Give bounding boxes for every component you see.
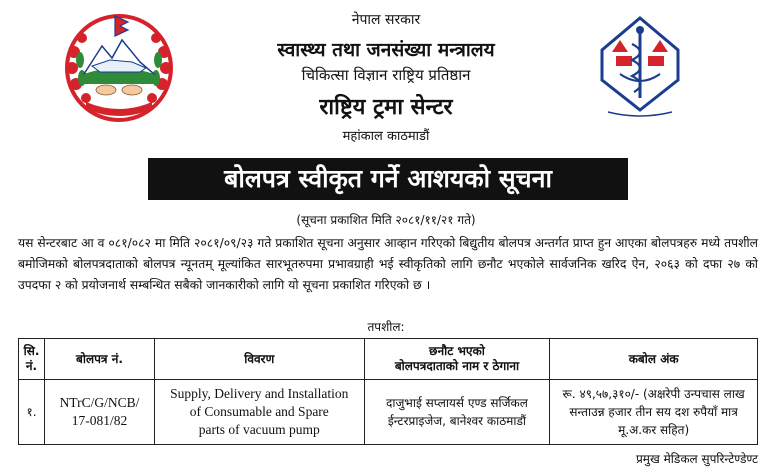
header-description: विवरण <box>154 339 364 380</box>
cell-amount: रू. ४९,५७,३१०/- (अक्षरेपी उन्पचास लाख सन्ताउन्न हजार तीन सय दश रुपैयाँ मात्र मू.अ.कर सहित) <box>550 380 758 445</box>
academy-name: चिकित्सा विज्ञान राष्ट्रिय प्रतिष्ठान <box>301 66 471 84</box>
table-row <box>19 380 758 445</box>
location: महांकाल काठमाडौं <box>342 129 430 144</box>
signatory: प्रमुख मेडिकल सुपरिन्टेण्डेण्ट <box>635 452 758 466</box>
notice-body: यस सेन्टरबाट आ व ०८१/०८२ मा मिति २०८१/०९/२३ गते प्रकाशित सूचना अनुसार आव्हान गरिएको बिद्युतीय बोलपत्र अन्तर्गत प्राप्त हुन आएका बोलपत्रहरु मध्ये तपशील बमोजिमको बोलपत्रदाताको बोलपत्र न्यूनतम् मूल्यांकित सारभूतरुपमा प्रभावग्राही भई स्वीकृतिको लागि छनौट भएकोले सार्वजनिक खरिद ऐन, २०६३ को दफा २७ को उपदफा २ को प्रयोजनार्थ सम्बन्धित सबैको जानकारीको लागि यो सूचना प्रकाशित गरिएको छ । <box>18 236 758 292</box>
table-header-row <box>19 339 758 380</box>
published-date: (सूचना प्रकाशित मिति २०८१/११/२१ गते) <box>296 213 476 227</box>
cell-bidder: दाजुभाई सप्लायर्स एण्ड सर्जिकल ईन्टरप्राइजेज, बानेश्वर काठमाडौं <box>364 380 550 445</box>
cell-description: Supply, Delivery and Installation of Consumable and Spare parts of vacuum pump <box>154 380 364 445</box>
header-amount: कबोल अंक <box>550 339 758 380</box>
header-bid-no: बोलपत्र नं. <box>44 339 154 380</box>
header-sn: सि. नं. <box>19 339 45 380</box>
bid-table <box>18 338 758 445</box>
government-name: नेपाल सरकार <box>351 12 421 28</box>
cell-bid-no: NTrC/G/NCB/ 17-081/82 <box>44 380 154 445</box>
details-label: तपशील: <box>367 320 405 334</box>
center-name: राष्ट्रिय ट्रमा सेन्टर <box>319 95 453 120</box>
header-bidder: छनौट भएको बोलपत्रदाताको नाम र ठेगाना <box>364 339 550 380</box>
ministry-name: स्वास्थ्य तथा जनसंख्या मन्त्रालय <box>277 39 495 61</box>
notice-title: बोलपत्र स्वीकृत गर्ने आशयको सूचना <box>148 158 628 200</box>
cell-sn: १. <box>19 380 45 445</box>
